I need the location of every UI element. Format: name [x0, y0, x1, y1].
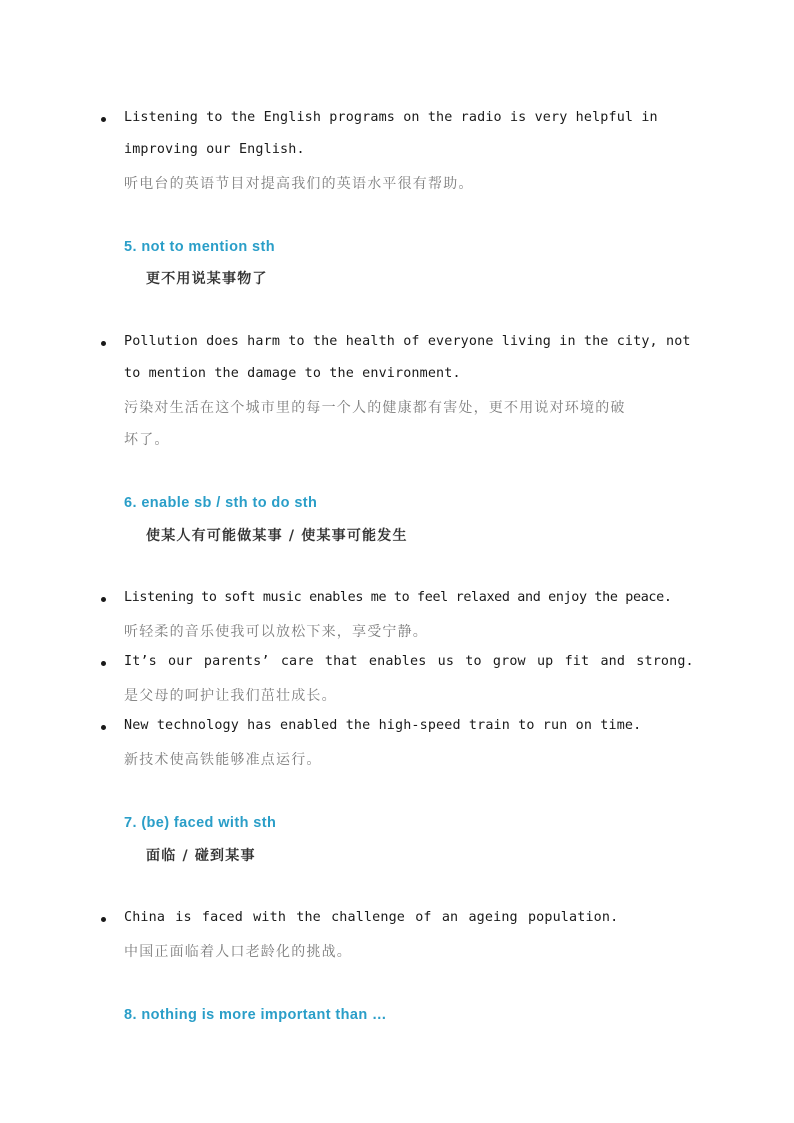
bullet-icon — [101, 725, 106, 730]
phrase-heading: 5. not to mention sth — [124, 239, 275, 255]
phrase-meaning: 使某人有可能做某事 / 使某事可能发生 — [146, 528, 408, 544]
example-sentence-en: Pollution does harm to the health of everyone living in the city, not — [124, 334, 691, 349]
example-sentence-en: New technology has enabled the high-speed train to run on time. — [124, 718, 642, 733]
example-sentence-en: Listening to the English programs on the radio is very helpful in — [124, 110, 658, 125]
bullet-icon — [101, 597, 106, 602]
example-translation-zh: 是父母的呵护让我们茁壮成长。 — [124, 688, 337, 704]
phrase-meaning: 更不用说某事物了 — [146, 271, 268, 287]
bullet-icon — [101, 341, 106, 346]
example-sentence-en: Listening to soft music enables me to feel relaxed and enjoy the peace. — [124, 590, 672, 605]
example-sentence-en: China is faced with the challenge of an ageing population. — [124, 910, 619, 925]
example-translation-zh: 中国正面临着人口老龄化的挑战。 — [124, 944, 352, 960]
example-sentence-en: improving our English. — [124, 142, 305, 157]
example-sentence-en: to mention the damage to the environment. — [124, 366, 461, 381]
phrase-heading: 8. nothing is more important than … — [124, 1007, 387, 1023]
example-translation-zh: 污染对生活在这个城市里的每一个人的健康都有害处，更不用说对环境的破 — [124, 400, 626, 416]
example-translation-zh: 坏了。 — [124, 432, 170, 448]
phrase-heading: 6. enable sb / sth to do sth — [124, 495, 318, 511]
bullet-icon — [101, 917, 106, 922]
example-sentence-en: It’s our parents’ care that enables us to grow up fit and strong. — [124, 654, 694, 669]
example-translation-zh: 听电台的英语节目对提高我们的英语水平很有帮助。 — [124, 176, 474, 192]
phrase-heading: 7. (be) faced with sth — [124, 815, 277, 831]
phrase-meaning: 面临 / 碰到某事 — [146, 848, 256, 864]
example-translation-zh: 听轻柔的音乐使我可以放松下来，享受宁静。 — [124, 624, 428, 640]
bullet-icon — [101, 117, 106, 122]
example-translation-zh: 新技术使高铁能够准点运行。 — [124, 752, 322, 768]
bullet-icon — [101, 661, 106, 666]
